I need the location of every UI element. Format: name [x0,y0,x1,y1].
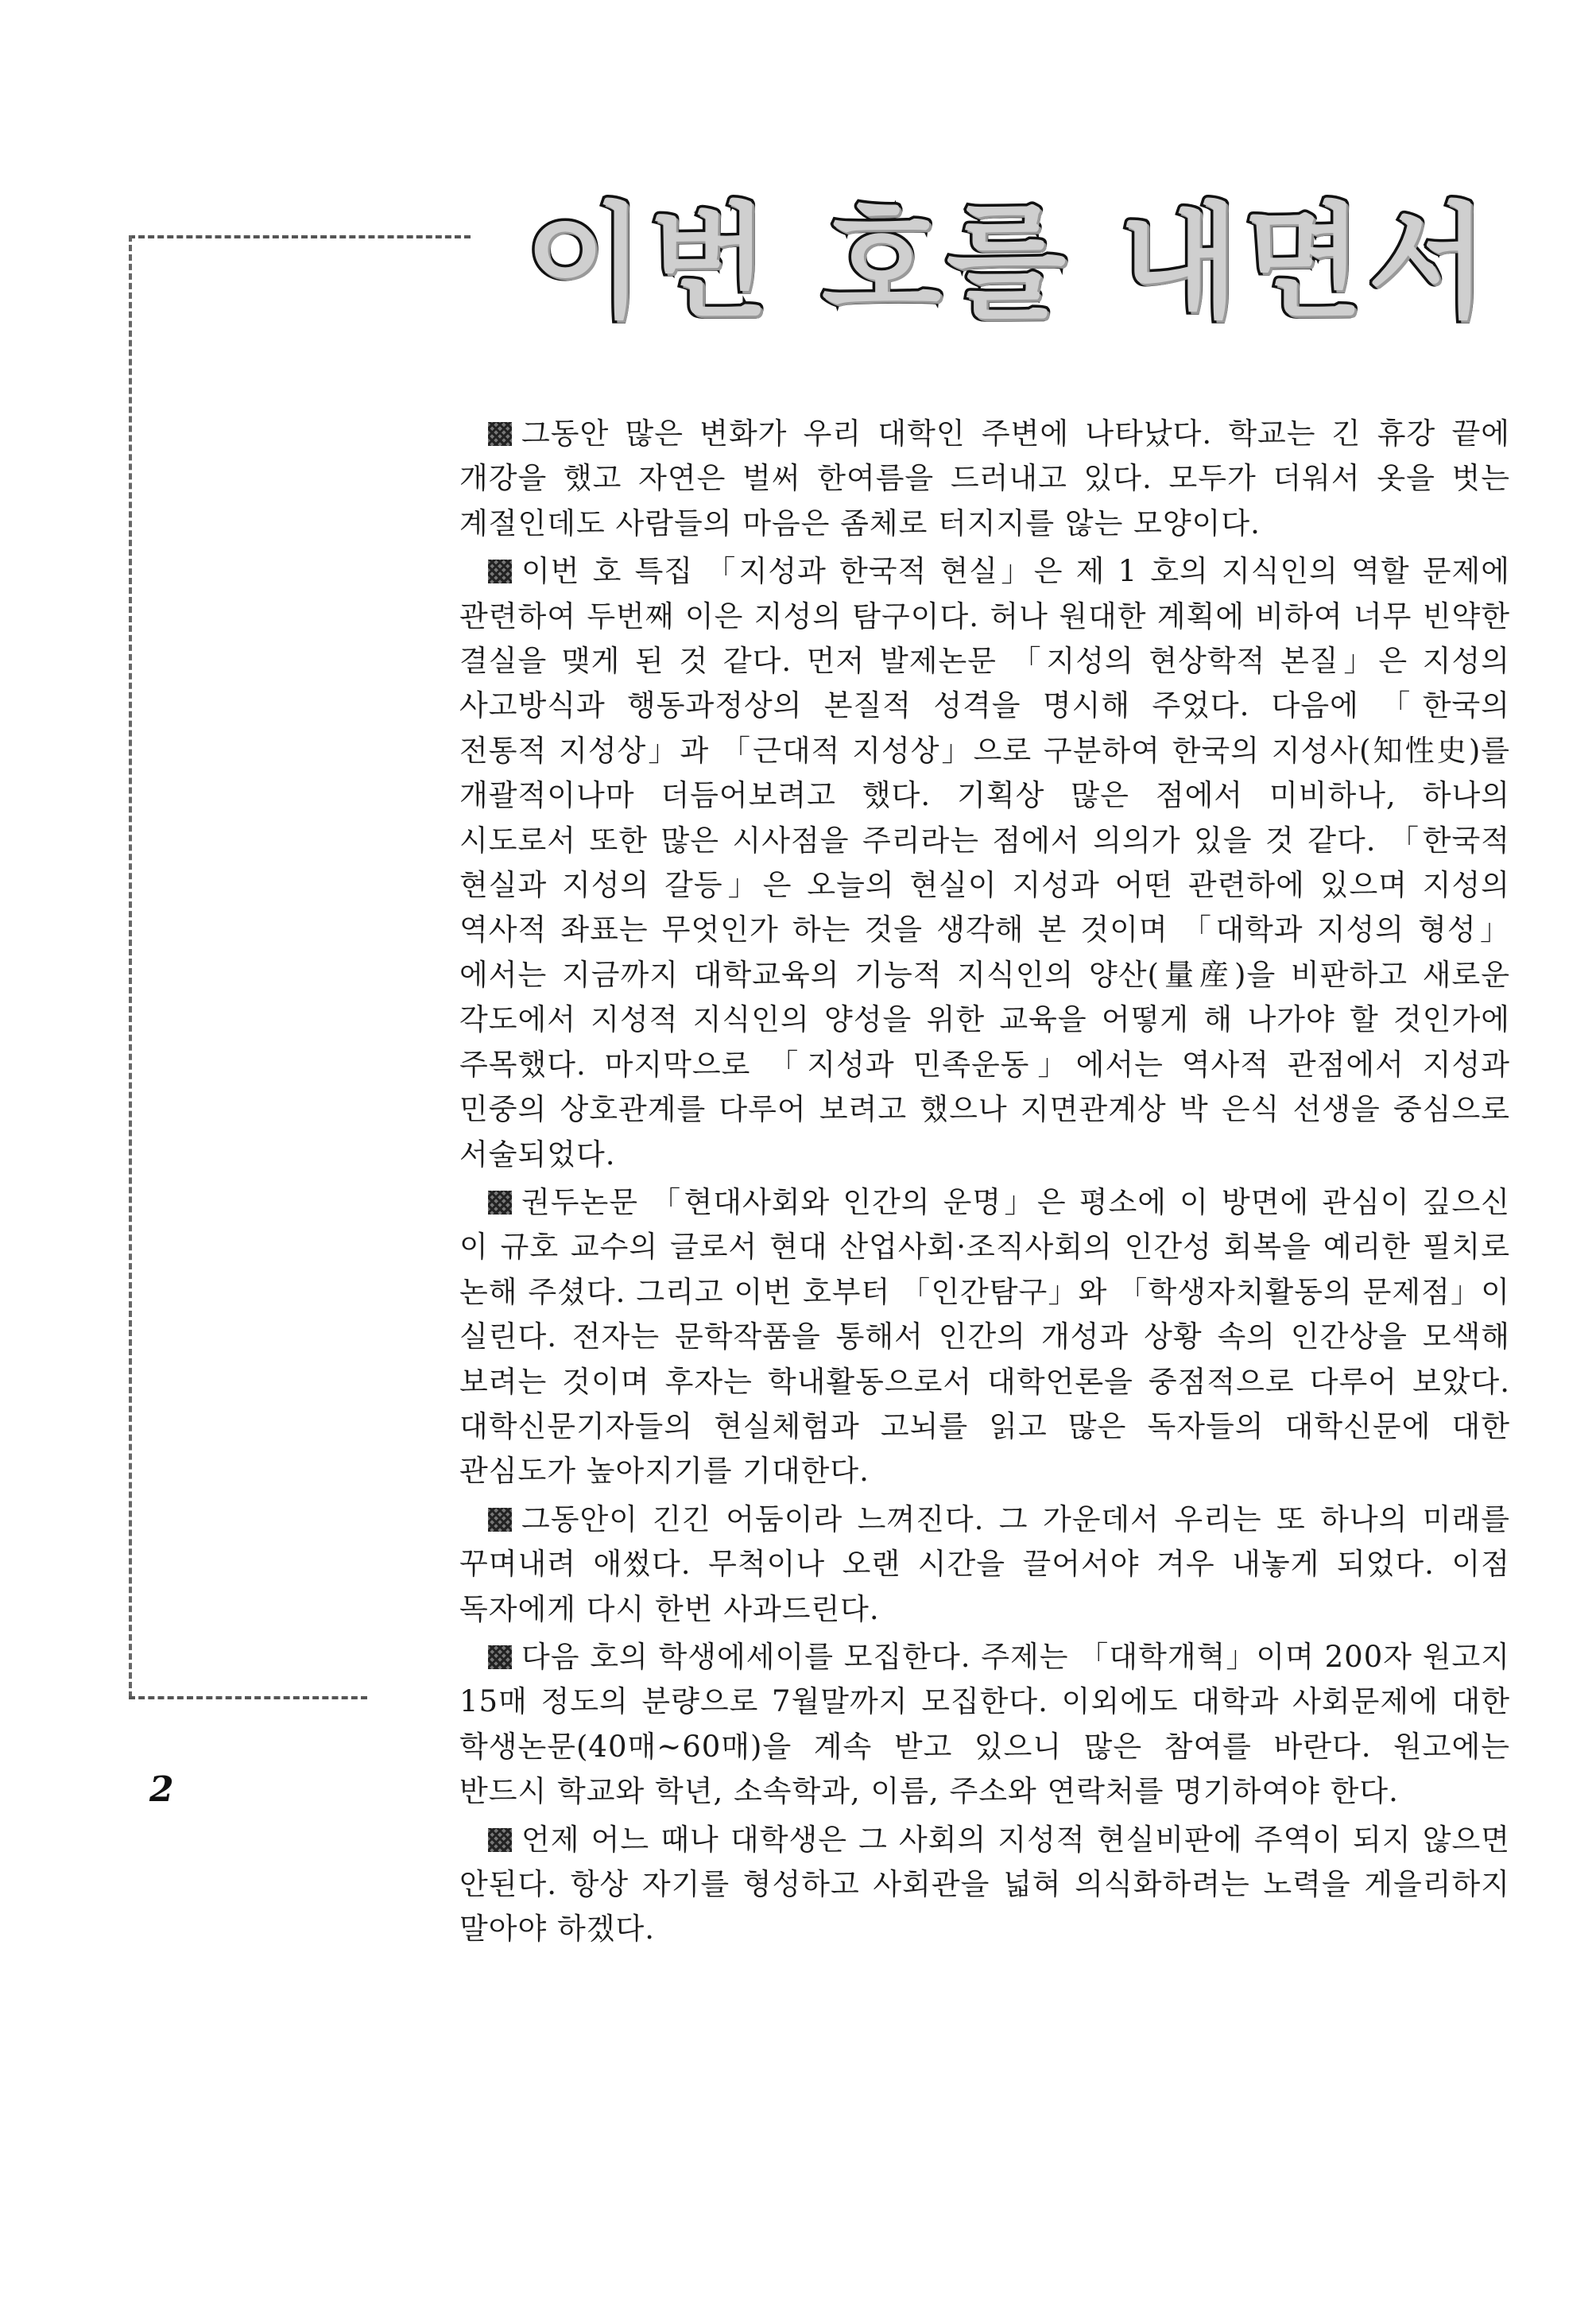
paragraph-text: 이번 호 특집 「지성과 한국적 현실」은 제 1 호의 지식인의 역할 문제에 관련하여 두번째 이은 지성의 탐구이다. 허나 원대한 계획에 비하여 너무 빈약한 결실을 맺게 된 것 같다. 먼저 발제논문 「지성의 현상학적 본질」은 지성의 사고방식과 행동과정상의 본질적 성격을 명시해 주었다. 다음에 「한국의 전통적 지성상」과 「근대적 지성상」으로 구분하여 한국의 지성사(知性史)를 개괄적이나마 더듬어보려고 했다. 기획상 많은 점에서 미비하나, 하나의 시도로서 또한 많은 시사점을 주리라는 점에서 의의가 있을 것 같다. 「한국적 현실과 지성의 갈등」은 오늘의 현실이 지성과 어떤 관련하에 있으며 지성의 역사적 좌표는 무엇인가 하는 것을 생각해 본 것이며 「대학과 지성의 형성」에서는 지금까지 대학교육의 기능적 지식인의 양산(量産)을 비판하고 새로운 각도에서 지성적 지식인의 양성을 위한 교육을 어떻게 해 나가야 할 것인가에 주목했다. 마지막으로 「지성과 민족운동」에서는 역사적 관점에서 지성과 민중의 상호관계를 다루어 보려고 했으나 지면관계상 박 은식 선생을 중심으로 서술되었다. [459,554,1510,1172]
paragraph [459,549,1510,1177]
frame-top-border [129,235,471,238]
crosshatch-square-icon [488,1645,512,1669]
paragraph [459,412,1510,546]
editorial-body [459,412,1510,1952]
paragraph-text: 그동안 많은 변화가 우리 대학인 주변에 나타났다. 학교는 긴 휴강 끝에 개강을 했고 자연은 벌써 한여름을 드러내고 있다. 모두가 더워서 옷을 벗는 계절인데도 사람들의 마음은 좀체로 터지지를 않는 모양이다. [459,416,1510,540]
page-number: 2 [149,1769,174,1810]
paragraph [459,1497,1510,1632]
paragraph-text: 권두논문 「현대사회와 인간의 운명」은 평소에 이 방면에 관심이 깊으신 이 규호 교수의 글로서 현대 산업사회·조직사회의 인간성 회복을 예리한 필치로 논해 주셨다. 그리고 이번 호부터 「인간탐구」와 「학생자치활동의 문제점」이 실린다. 전자는 문학작품을 통해서 인간의 개성과 상황 속의 인간상을 모색해 보려는 것이며 후자는 학내활동으로서 대학언론을 중점적으로 다루어 보았다. 대학신문기자들의 현실체험과 고뇌를 읽고 많은 독자들의 대학신문에 대한 관심도가 높아지기를 기대한다. [459,1184,1510,1489]
paragraph [459,1818,1510,1952]
paragraph [459,1180,1510,1494]
crosshatch-square-icon [488,1191,512,1215]
crosshatch-square-icon [488,560,512,583]
paragraph-text: 그동안이 긴긴 어둠이라 느껴진다. 그 가운데서 우리는 또 하나의 미래를 꾸며내려 애썼다. 무척이나 오랜 시간을 끌어서야 겨우 내놓게 되었다. 이점 독자에게 다시 한번 사과드린다. [459,1501,1510,1626]
paragraph-text: 다음 호의 학생에세이를 모집한다. 주제는 「대학개혁」이며 200자 원고지 15매 정도의 분량으로 7월말까지 모집한다. 이외에도 대학과 사회문제에 대한 학생논문(40매~60매)을 계속 받고 있으니 많은 참여를 바란다. 원고에는 반드시 학교와 학년, 소속학과, 이름, 주소와 연락처를 명기하여야 한다. [459,1639,1510,1809]
paragraph-text: 언제 어느 때나 대학생은 그 사회의 지성적 현실비판에 주역이 되지 않으면 안된다. 항상 자기를 형성하고 사회관을 넓혀 의식화하려는 노력을 게을리하지 말아야 하겠다. [459,1822,1510,1947]
page-title: 이번 호를 내면서 [525,190,1493,335]
frame-left-border [129,235,132,1698]
frame-bottom-border [129,1696,367,1699]
crosshatch-square-icon [488,1508,512,1532]
paragraph [459,1635,1510,1815]
crosshatch-square-icon [488,1828,512,1852]
crosshatch-square-icon [488,422,512,446]
